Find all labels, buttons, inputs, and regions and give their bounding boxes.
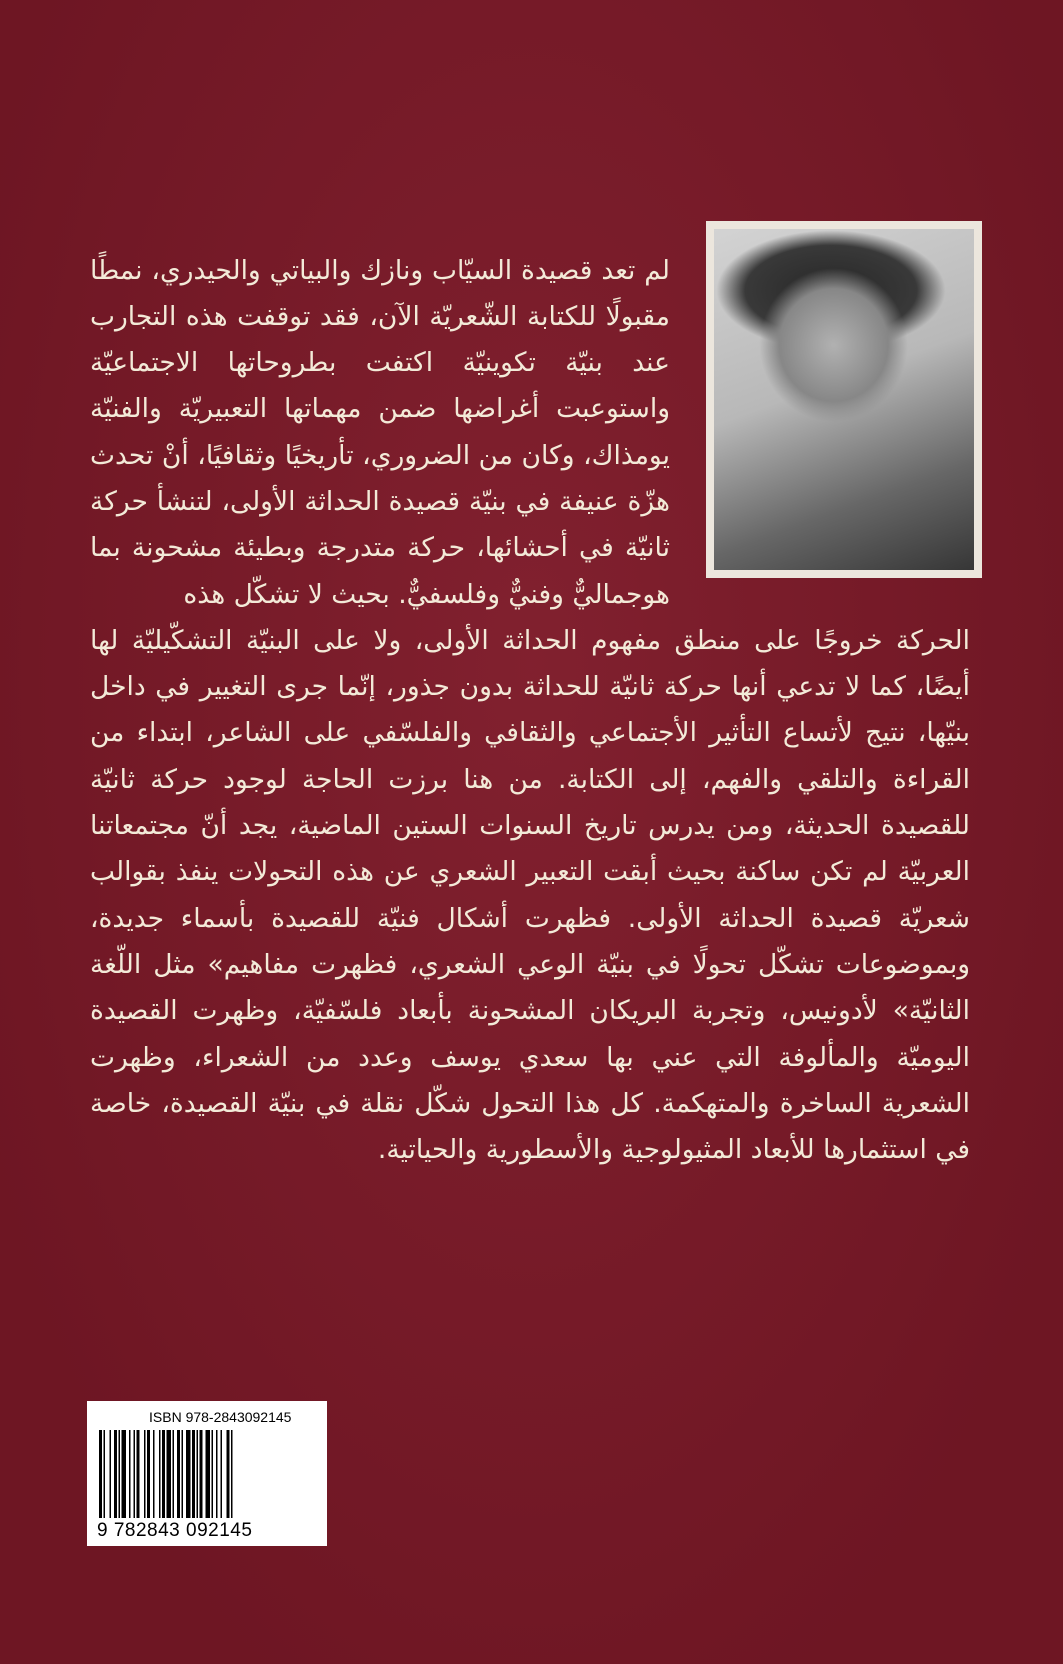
- barcode-bar: [129, 1430, 131, 1518]
- barcode-bar: [144, 1430, 146, 1518]
- barcode-bar: [227, 1430, 230, 1518]
- barcode-bar: [231, 1430, 233, 1518]
- barcode-bar: [167, 1430, 172, 1518]
- barcode-bar: [200, 1430, 203, 1518]
- barcode-bar: [186, 1430, 191, 1518]
- barcode-bar: [104, 1430, 106, 1518]
- barcode-bar: [119, 1430, 121, 1518]
- barcode-number: 9 782843 092145: [97, 1520, 253, 1541]
- barcode-bar: [110, 1430, 112, 1518]
- barcode-box: [87, 1401, 327, 1546]
- barcode-bar: [114, 1430, 117, 1518]
- blurb-paragraph-2: الحركة خروجًا على منطق مفهوم الحداثة الأولى، ولا على البنيّة التشكّيليّة لها أيضًا، كما لا تدعي أنها حركة ثانيّة للحداثة بدون جذور، إنّما جرى التغيير في داخل بنيّها، نتيج لأتساع التأثير الأجتماعي والثقافي والفلسّفي على الشاعر، ابتداء من القراءة والتلقي والفهم، إلى الكتابة. من هنا برزت الحاجة لوجود حركة ثانيّة للقصيدة الحديثة، ومن يدرس تاريخ السنوات الستين الماضية، يجد أنّ مجتمعاتنا العربيّة لم تكن ساكنة بحيث أبقت التعبير الشعري عن هذه التحولات ينفذ بقوالب شعريّة قصيدة الحداثة الأولى. فظهرت أشكال فنيّة للقصيدة بأسماء جديدة، وبموضوعات تشكّل تحولًا في بنيّة الوعي الشعري، فظهرت مفاهيم» مثل اللّغة الثانيّة» لأدونيس، وتجربة البريكان المشحونة بأبعاد فلسّفيّة، وظهرت القصيدة اليوميّة والمألوفة التي عني بها سعدي يوسف وعدد من الشعراء، وظهرت الشعرية الساخرة والمتهكمة. كل هذا التحول شكّل نقلة في بنيّة القصيدة، خاصة في استثمارها للأبعاد المثيولوجية والأسطورية والحياتية.: [90, 624, 970, 1166]
- blurb-paragraph-1: لم تعد قصيدة السيّاب ونازك والبياتي والحيدري، نمطًا مقبولًا للكتابة الشّعريّة الآن، فقد توقفت هذه التجارب عند بنيّة تكوينيّة اكتفت بطروحاتها الاجتماعيّة واستوعبت أغراضها ضمن مهماتها التعبيريّة والفنيّة يومذاك، وكان من الضروري، تأريخيًا وثقافيًا، أنْ تحدث هزّة عنيفة في بنيّة قصيدة الحداثة الأولى، لتنشأ حركة ثانيّة في أحشائها، حركة متدرجة وبطيئة مشحونة بما هوجماليٌّ وفنيٌّ وفلسفيٌّ. بحيث لا تشكّل هذه: [90, 254, 670, 610]
- isbn-label: ISBN 978-2843092145: [149, 1409, 292, 1425]
- barcode-bar: [212, 1430, 214, 1518]
- barcode-bar: [221, 1430, 223, 1518]
- barcode-bar: [206, 1430, 211, 1518]
- barcode-bar: [137, 1430, 140, 1518]
- barcode-bar: [99, 1430, 102, 1518]
- barcode-bar: [182, 1430, 184, 1518]
- barcode-bars: [99, 1430, 315, 1518]
- barcode-bar: [134, 1430, 136, 1518]
- barcode-bar: [197, 1430, 199, 1518]
- barcode-bar: [177, 1430, 180, 1518]
- barcode-bar: [153, 1430, 155, 1518]
- barcode-bar: [147, 1430, 150, 1518]
- barcode-bar: [173, 1430, 175, 1518]
- barcode-bar: [162, 1430, 165, 1518]
- barcode-bar: [122, 1430, 127, 1518]
- barcode-bar: [216, 1430, 218, 1518]
- barcode-bar: [159, 1430, 161, 1518]
- blurb-text: [90, 221, 970, 1173]
- barcode-bar: [192, 1430, 195, 1518]
